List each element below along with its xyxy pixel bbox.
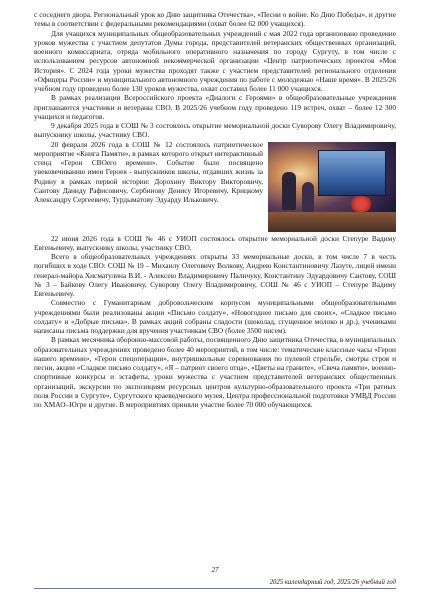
paragraph-6: 22 июня 2026 года в СОШ № 46 с УИОП состоялось открытие мемориальной доски Степуре Вадиму Евгеньевичу, выпускнику школы, участнику СВО.	[34, 233, 396, 252]
paragraph-8: Совместно с Гуманитарным добровольческим корпусом муниципальными общеобразовательными учреждениями были реализованы акции «Письмо солдату», «Новогоднее письмо для своих», «Сладкое письмо солдату» и «Добрые письма». В рамках акций собраны сладости (шоколад, сгущенное молоко и др.), учениками написаны письма поддержки для вручения участникам СВО (более 3500 писем).	[34, 298, 396, 335]
photo-flowers-shape	[348, 196, 374, 212]
photo-screen-shape	[318, 150, 386, 196]
paragraph-7: Всего в общеобразовательных учреждениях открыты 33 мемориальные доски, в том числе 7 в честь погибших в ходе СВО: СОШ № 19 – Михаилу Олеговичу Волкову, Андрею Константиновичу Лазуте, лицей имени генерал-майора Хисматулина В.И. - Алексею Владимировичу Паличуку, Константину Эдуардовичу Сантову, СОШ № 3 – Байкову Олегу Ивановичу, Суворову Олегу Владимировичу, СОШ № 46 с УИОП – Степуре Вадиму Евгеньевичу.	[34, 252, 396, 298]
photo-table-shape	[268, 212, 396, 232]
paragraph-9: В рамках месячника оборонно-массовой работы, посвященного Дню защитника Отечества, в муниципальных образовательных учреждениях проведено более 40 мероприятий, в том числе: тематические классные часы «Герои нашего времени», «Герои спецоперации», внутришкольные соревнования по пулевой стрельбе, смотры строя и песни, акции «Сладкое письмо солдату», «Я – патриот своего отца», «Цветы на граните», «Свеча памяти», военно-спортивные конкурсы и эстафеты, уроки мужества с участием представителей ветеранских общественных организаций, экскурсии по экспозициям ресурсных центров культурно-образовательного проекта «Три ратных поля России в Сургуте», Сургутского краеведческого музея, Центра профессиональной подготовки УМВД России по ХМАО–Югре и другие. В мероприятиях приняли участие более 70 000 обучающихся.	[34, 335, 396, 409]
paragraph-1: с соседнего двора. Региональный урок ко Дню защитника Отечества», «Песни о войне. Ко Дню Победы», и другие темы в соответствии с федеральными рекомендациями (охват более 62 000 учащихся).	[34, 10, 396, 29]
footer-caption: 2025 календарный год, 2025/26 учебный год	[269, 579, 396, 586]
paragraph-with-photo	[34, 140, 396, 234]
footer-divider	[34, 588, 396, 589]
photo-person-shape	[302, 182, 314, 212]
paragraph-4: 9 декабря 2025 года в СОШ № 3 состоялось открытие мемориальной доски Суворову Олегу Владимировичу, выпускнику школы, участнику СВО.	[34, 121, 396, 140]
event-photo	[268, 142, 396, 232]
paragraph-5: 20 февраля 2026 года в СОШ № 12 состоялось патриотическое мероприятие «Книга Памяти», в рамках которого открыт интерактивный стенд «Герои СВОего времени». Событие было посвящено увековечиванию имен Героев - выпускников школы, отдавших жизнь за Родину в рамках первой истории: Дорохину Виктору Викторовичу, Сантову Даниду Рафисовичу, Сербинову Денису Игоревичу, Крицкому Александру Сергеевичу, Турдыматову Эдуарду Ильковичу.	[34, 139, 263, 204]
photo-person-shape	[282, 172, 296, 210]
paragraph-2: Для учащихся муниципальных общеобразовательных учреждений с мая 2022 года организовано проведение уроков мужества с участием депутатов Думы города, представителей ветеранских общественных организаций, военного комиссариата, отряда мобильного оперативного назначения по городу Сургуту, в том числе с использованием ресурсов автономной некоммерческой организации «Центр патриотических проектов «Моя История». С 2024 года уроки мужества проходят также с участием представителей регионального отделения «Офицеры России» и муниципального автономного учреждения по работе с молодежью «Наше время». В 2025/26 учебном году проведено более 130 уроков мужества, охват составил более 11 000 учащихся.	[34, 28, 396, 93]
page-number: 27	[211, 566, 219, 574]
paragraph-3: В рамках реализации Всероссийского проекта «Диалоги с Героями» в общеобразовательные учреждения приглашаются участники и ветераны СВО. В 2025/26 учебном году проведено 119 встреч, охват – более 12 300 учащихся и педагогов.	[34, 93, 396, 121]
document-body	[34, 10, 396, 409]
page-footer	[34, 566, 396, 596]
